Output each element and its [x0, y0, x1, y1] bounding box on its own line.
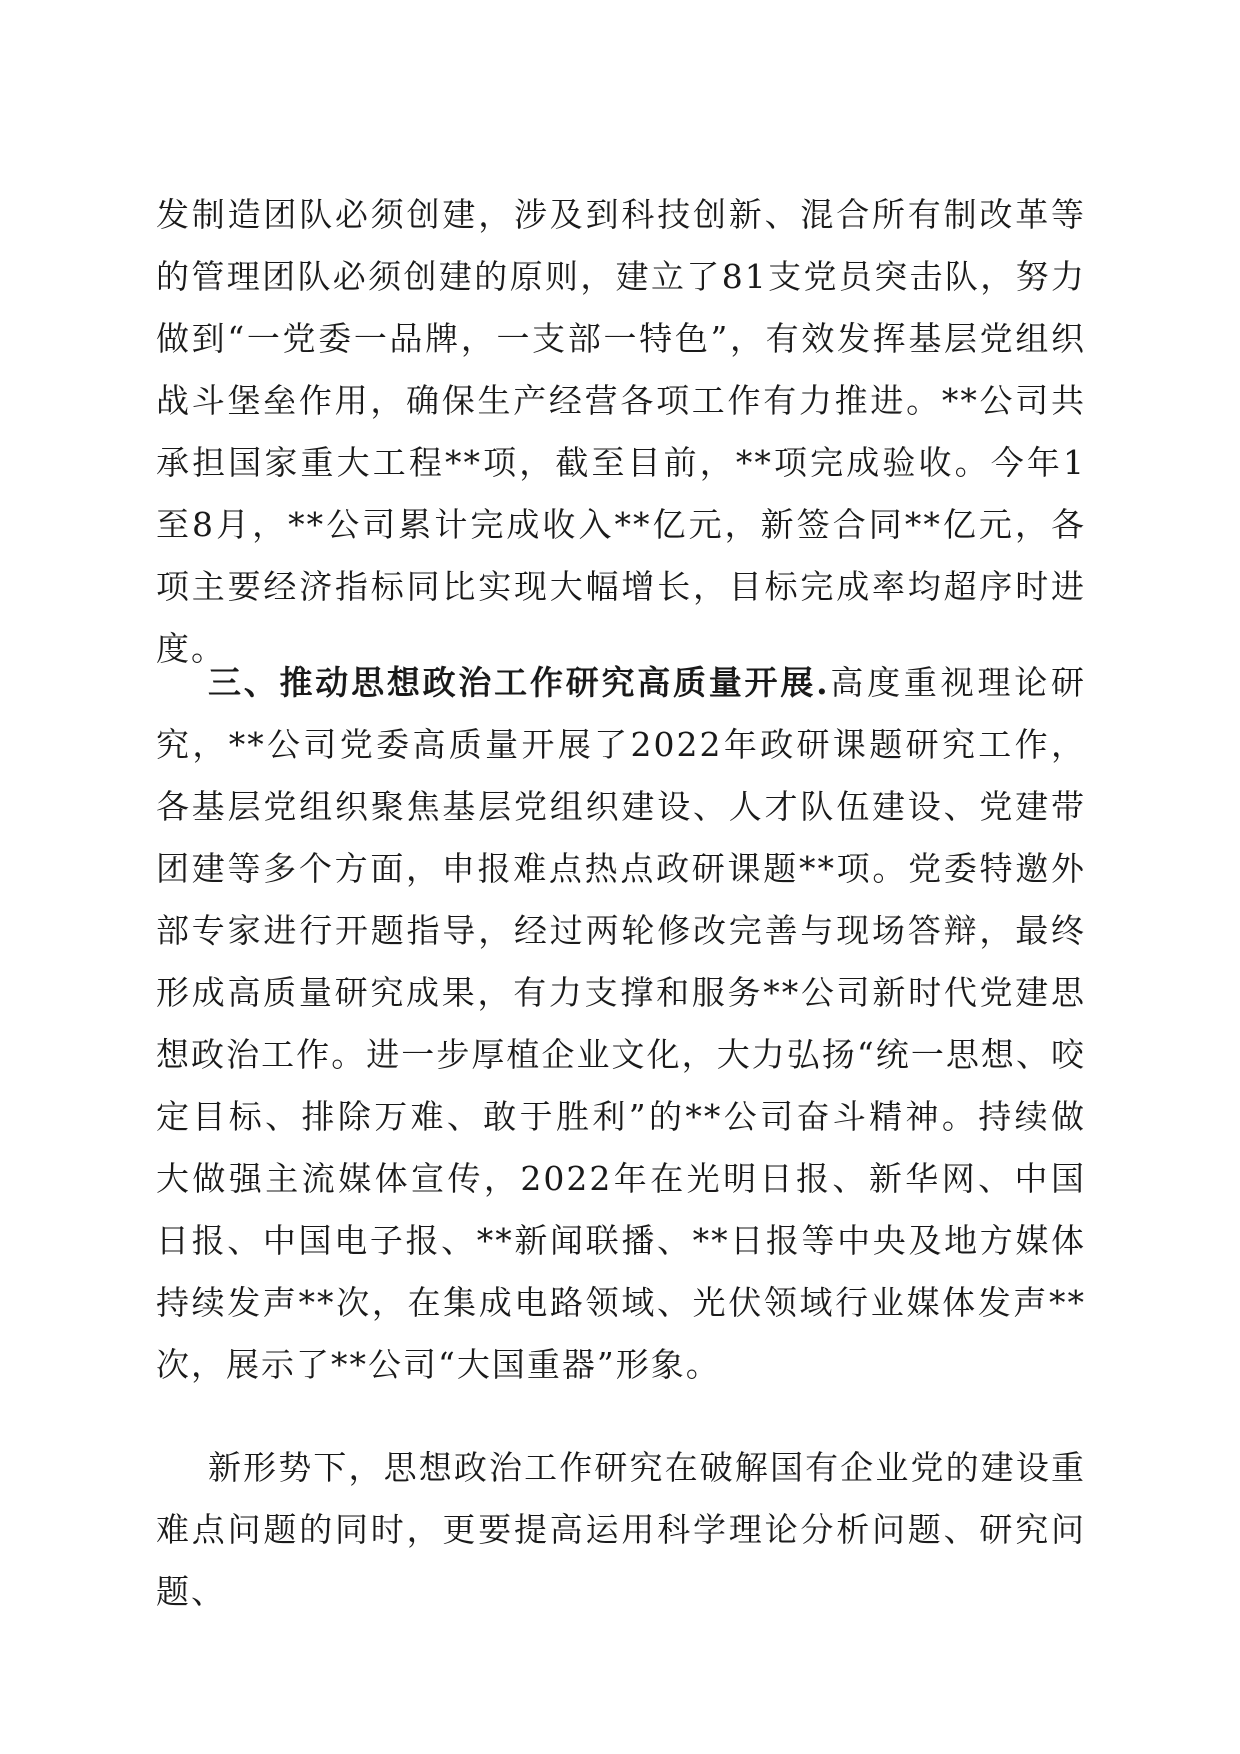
- section-heading: 三、推动思想政治工作研究高质量开展.: [208, 663, 829, 702]
- paragraph-section-three: [156, 652, 1086, 1396]
- paragraph-continued: 发制造团队必须创建，涉及到科技创新、混合所有制改革等的管理团队必须创建的原则，建立了81支党员突击队，努力做到“一党委一品牌，一支部一特色”，有效发挥基层党组织战斗堡垒作用，确保生产经营各项工作有力推进。**公司共承担国家重大工程**项，截至目前，**项完成验收。今年1至8月，**公司累计完成收入**亿元，新签合同**亿元，各项主要经济指标同比实现大幅增长，目标完成率均超序时进度。: [156, 195, 1086, 668]
- paragraph-closing: 新形势下，思想政治工作研究在破解国有企业党的建设重难点问题的同时，更要提高运用科学理论分析问题、研究问题、: [156, 1448, 1086, 1611]
- section-body: 高度重视理论研究，**公司党委高质量开展了2022年政研课题研究工作，各基层党组织聚焦基层党组织建设、人才队伍建设、党建带团建等多个方面，申报难点热点政研课题**项。党委特邀外部专家进行开题指导，经过两轮修改完善与现场答辩，最终形成高质量研究成果，有力支撑和服务**公司新时代党建思想政治工作。进一步厚植企业文化，大力弘扬“统一思想、咬定目标、排除万难、敢于胜利”的**公司奋斗精神。持续做大做强主流媒体宣传，2022年在光明日报、新华网、中国日报、中国电子报、**新闻联播、**日报等中央及地方媒体持续发声**次，在集成电路领域、光伏领域行业媒体发声**次，展示了**公司“大国重器”形象。: [156, 663, 1086, 1384]
